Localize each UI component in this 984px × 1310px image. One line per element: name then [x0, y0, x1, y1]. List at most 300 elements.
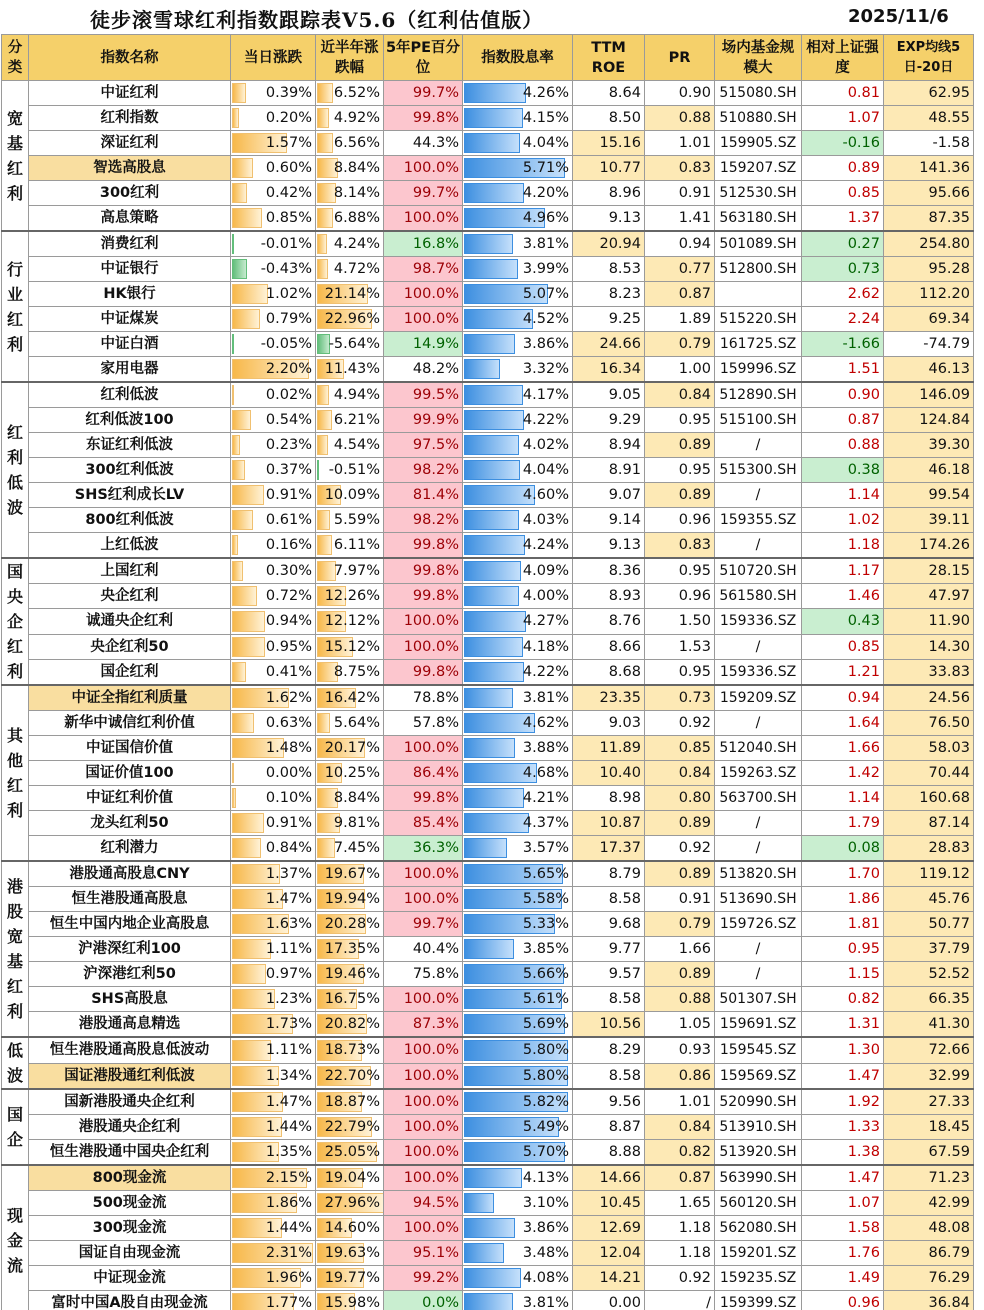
- pr-value: [645, 887, 715, 912]
- pr-value: [645, 711, 715, 736]
- dividend-yield-value: 4.15%: [522, 110, 569, 126]
- fund-code: [715, 382, 802, 408]
- ttm-roe-value: 9.57: [608, 966, 641, 982]
- dividend-yield-value: 4.27%: [522, 613, 569, 630]
- pr-value: [645, 811, 715, 836]
- ttm-roe: [573, 1165, 645, 1191]
- pr-value-value: 1.18: [678, 1220, 711, 1236]
- relative-strength: [802, 106, 884, 131]
- half-year-change: [316, 282, 384, 307]
- pe-percentile: [384, 332, 463, 357]
- index-name-value: 港股通高息精选: [78, 1016, 181, 1032]
- index-name-value: 中证红利: [100, 85, 159, 101]
- half-year-change-value: 8.75%: [333, 663, 380, 680]
- pr-value-value: 1.00: [678, 361, 711, 377]
- index-name-value: 上红低波: [100, 537, 159, 553]
- fund-code-value: 159691.SZ: [719, 1016, 797, 1032]
- dividend-yield-value: 4.52%: [522, 311, 569, 327]
- pe-percentile-value: 99.5%: [412, 387, 459, 403]
- dividend-yield-bar: [464, 662, 524, 682]
- relative-strength: [802, 81, 884, 106]
- dividend-yield-value: 3.86%: [522, 1220, 569, 1236]
- fund-code-value: /: [755, 966, 761, 982]
- day-change-bar: [232, 535, 238, 555]
- relative-strength: [802, 736, 884, 761]
- ttm-roe-value: 24.66: [599, 336, 641, 352]
- relative-strength: [802, 433, 884, 458]
- index-name-value: 300红利: [99, 185, 160, 201]
- index-name: [29, 1140, 231, 1166]
- index-name-value: SHS高股息: [91, 991, 168, 1007]
- relative-strength-value: 1.30: [847, 1042, 880, 1059]
- exp-ma-value: 41.30: [928, 1016, 970, 1032]
- pe-percentile: [384, 912, 463, 937]
- header-pe-percentile: 5年PE百分位: [384, 35, 463, 81]
- ttm-roe-value: 8.68: [608, 663, 641, 680]
- half-year-change-bar: [317, 410, 332, 430]
- index-name-value: 国企红利: [100, 663, 159, 680]
- table-row: [2, 711, 974, 736]
- pr-value-value: 0.89: [678, 815, 711, 831]
- dividend-yield-bar: [464, 1218, 515, 1238]
- index-name: [29, 1216, 231, 1241]
- index-name-value: 中证白酒: [100, 336, 159, 352]
- half-year-change-value: 17.35%: [324, 941, 380, 957]
- dividend-yield-value: 3.57%: [522, 840, 569, 856]
- pr-value-value: 0.89: [678, 437, 711, 453]
- dividend-yield-value: 4.02%: [522, 437, 569, 453]
- half-year-change-bar: [317, 535, 332, 555]
- pr-value-value: 1.01: [678, 135, 711, 151]
- table-row: [2, 1115, 974, 1140]
- half-year-change: [316, 811, 384, 836]
- pr-value-value: 0.91: [678, 891, 711, 907]
- relative-strength: [802, 332, 884, 357]
- day-change-value: 1.57%: [265, 135, 312, 151]
- dividend-yield-bar: [464, 108, 523, 128]
- fund-code: [715, 106, 802, 131]
- pr-value: [645, 483, 715, 508]
- fund-code: [715, 786, 802, 811]
- day-change: [231, 811, 316, 836]
- half-year-change-value: 5.59%: [333, 512, 380, 528]
- fund-code-value: 501307.SH: [719, 991, 797, 1007]
- fund-code-value: 512530.SH: [719, 185, 797, 201]
- fund-code: [715, 1191, 802, 1216]
- exp-ma: [884, 609, 974, 634]
- relative-strength-value: 1.76: [847, 1245, 880, 1261]
- pr-value-value: 0.86: [678, 1067, 711, 1084]
- index-name-value: 深证红利: [100, 135, 159, 151]
- relative-strength-value: 1.58: [847, 1220, 880, 1236]
- relative-strength-value: 1.14: [847, 790, 880, 806]
- table-row: [2, 1012, 974, 1038]
- half-year-change: [316, 408, 384, 433]
- pe-percentile: [384, 584, 463, 609]
- fund-code-value: 159905.SZ: [719, 135, 797, 151]
- pr-value-value: 0.89: [678, 487, 711, 503]
- pe-percentile-value: 100.0%: [403, 160, 459, 176]
- pe-percentile-value: 100.0%: [403, 210, 459, 226]
- pr-value: [645, 257, 715, 282]
- day-change: [231, 609, 316, 634]
- exp-ma-value: 71.23: [928, 1170, 970, 1186]
- half-year-change-value: 12.12%: [324, 613, 380, 630]
- day-change-bar: [232, 385, 234, 405]
- exp-ma-value: 124.84: [919, 412, 970, 428]
- pr-value: [645, 1191, 715, 1216]
- exp-ma: [884, 282, 974, 307]
- table-row: [2, 987, 974, 1012]
- pr-value: [645, 307, 715, 332]
- table-row: [2, 685, 974, 711]
- ttm-roe-value: 14.66: [599, 1170, 641, 1186]
- ttm-roe-value: 9.13: [608, 537, 641, 553]
- table-row: [2, 887, 974, 912]
- exp-ma-value: 33.83: [928, 663, 970, 680]
- pe-percentile: [384, 1037, 463, 1063]
- ttm-roe: [573, 181, 645, 206]
- half-year-change: [316, 332, 384, 357]
- pe-percentile: [384, 408, 463, 433]
- table-row: [2, 206, 974, 232]
- table-row: [2, 912, 974, 937]
- pr-value: [645, 533, 715, 559]
- pe-percentile-value: 99.9%: [412, 412, 459, 428]
- fund-code-value: 512040.SH: [719, 740, 797, 756]
- exp-ma-value: 174.26: [919, 537, 970, 553]
- half-year-change-value: -0.51%: [328, 462, 380, 478]
- pe-percentile: [384, 181, 463, 206]
- half-year-change-value: 15.12%: [324, 638, 380, 655]
- pe-percentile: [384, 483, 463, 508]
- pr-value-value: 1.05: [678, 1016, 711, 1032]
- pr-value-value: 0.83: [678, 537, 711, 553]
- relative-strength: [802, 761, 884, 786]
- table-row: [2, 231, 974, 257]
- table-row: [2, 307, 974, 332]
- dividend-yield-bar: [464, 359, 500, 379]
- pr-value-value: 0.95: [678, 462, 711, 478]
- fund-code-value: 159996.SZ: [719, 361, 797, 377]
- relative-strength-value: 1.47: [847, 1067, 880, 1084]
- exp-ma: [884, 937, 974, 962]
- pe-percentile-value: 44.3%: [412, 135, 459, 151]
- half-year-change: [316, 382, 384, 408]
- half-year-change-value: 15.98%: [324, 1295, 380, 1310]
- dividend-yield-bar: [464, 637, 523, 657]
- dividend-yield-value: 4.20%: [522, 185, 569, 201]
- pr-value-value: 0.95: [678, 563, 711, 580]
- relative-strength-value: 0.38: [847, 462, 880, 478]
- ttm-roe: [573, 332, 645, 357]
- relative-strength-value: 1.51: [847, 361, 880, 377]
- exp-ma-value: 119.12: [919, 866, 970, 882]
- pe-percentile: [384, 937, 463, 962]
- pe-percentile-value: 100.0%: [403, 1067, 459, 1084]
- pe-percentile: [384, 1012, 463, 1038]
- header-dividend-yield: 指数股息率: [463, 35, 573, 81]
- ttm-roe-value: 12.69: [599, 1220, 641, 1236]
- half-year-change-bar: [317, 435, 328, 455]
- table-row: [2, 181, 974, 206]
- day-change-bar: [232, 208, 262, 228]
- pr-value-value: 0.79: [678, 336, 711, 352]
- index-name: [29, 861, 231, 887]
- dividend-yield-bar: [464, 1243, 504, 1263]
- fund-code: [715, 711, 802, 736]
- fund-code: [715, 332, 802, 357]
- day-change: [231, 1291, 316, 1310]
- ttm-roe: [573, 912, 645, 937]
- dividend-yield-bar: [464, 1268, 521, 1288]
- exp-ma: [884, 1216, 974, 1241]
- pe-percentile: [384, 1063, 463, 1089]
- relative-strength-value: 1.15: [847, 966, 880, 982]
- index-name: [29, 987, 231, 1012]
- fund-code-value: 515100.SH: [719, 412, 797, 428]
- table-row: [2, 1266, 974, 1291]
- table-row: [2, 408, 974, 433]
- fund-code: [715, 206, 802, 232]
- exp-ma-value: 86.79: [928, 1245, 970, 1261]
- ttm-roe-value: 10.56: [599, 1016, 641, 1032]
- table-row: [2, 836, 974, 862]
- index-name: [29, 1063, 231, 1089]
- pe-percentile-value: 99.2%: [412, 1270, 459, 1286]
- exp-ma-value: 39.30: [928, 437, 970, 453]
- day-change-bar: [232, 284, 268, 304]
- pr-value: [645, 761, 715, 786]
- index-name-value: 国证自由现金流: [78, 1245, 181, 1261]
- day-change-value: 0.84%: [265, 840, 312, 856]
- pr-value: [645, 1165, 715, 1191]
- table-row: [2, 861, 974, 887]
- ttm-roe: [573, 811, 645, 836]
- fund-code-value: 563180.SH: [719, 210, 797, 226]
- index-name-value: 富时中国A股自由现金流: [51, 1295, 208, 1310]
- index-name-value: 500现金流: [92, 1195, 167, 1211]
- pr-value: [645, 408, 715, 433]
- table-row: [2, 962, 974, 987]
- day-change-value: 0.23%: [265, 437, 312, 453]
- pe-percentile-value: 98.2%: [412, 462, 459, 478]
- ttm-roe-value: 9.29: [608, 412, 641, 428]
- day-change-value: 0.85%: [265, 210, 312, 226]
- ttm-roe: [573, 1291, 645, 1310]
- fund-code: [715, 736, 802, 761]
- day-change-value: 1.11%: [265, 941, 312, 957]
- pe-percentile-value: 57.8%: [412, 715, 459, 731]
- day-change-value: 1.47%: [265, 891, 312, 907]
- day-change-value: 0.10%: [265, 790, 312, 806]
- index-name-value: 800红利低波: [85, 512, 174, 528]
- exp-ma: [884, 458, 974, 483]
- dividend-yield: [463, 887, 573, 912]
- fund-code-value: 513920.SH: [719, 1144, 797, 1160]
- half-year-change: [316, 508, 384, 533]
- ttm-roe-value: 8.29: [608, 1042, 641, 1059]
- exp-ma-value: 58.03: [928, 740, 970, 756]
- pe-percentile: [384, 156, 463, 181]
- pr-value-value: 1.65: [678, 1195, 711, 1211]
- day-change-value: 0.61%: [265, 512, 312, 528]
- fund-code: [715, 1165, 802, 1191]
- pe-percentile-value: 100.0%: [403, 991, 459, 1007]
- exp-ma-value: 11.90: [928, 613, 970, 630]
- dividend-yield-bar: [464, 133, 520, 153]
- ttm-roe: [573, 736, 645, 761]
- half-year-change: [316, 1241, 384, 1266]
- ttm-roe-value: 8.79: [608, 866, 641, 882]
- exp-ma-value: 46.18: [928, 462, 970, 478]
- relative-strength-value: 1.07: [847, 1195, 880, 1211]
- day-change: [231, 483, 316, 508]
- fund-code: [715, 181, 802, 206]
- ttm-roe: [573, 1089, 645, 1115]
- pr-value: [645, 736, 715, 761]
- half-year-change-value: 22.79%: [324, 1119, 380, 1135]
- day-change: [231, 987, 316, 1012]
- day-change-value: 0.41%: [265, 663, 312, 680]
- index-name: [29, 282, 231, 307]
- dividend-yield-bar: [464, 385, 523, 405]
- day-change: [231, 181, 316, 206]
- half-year-change-value: 16.75%: [324, 991, 380, 1007]
- day-change-bar: [232, 410, 251, 430]
- table-row: [2, 257, 974, 282]
- half-year-change-value: -5.64%: [328, 336, 380, 352]
- relative-strength: [802, 836, 884, 862]
- exp-ma: [884, 433, 974, 458]
- exp-ma: [884, 962, 974, 987]
- fund-code-value: /: [755, 941, 761, 957]
- half-year-change-value: 4.72%: [333, 261, 380, 277]
- relative-strength-value: 0.43: [847, 613, 880, 630]
- exp-ma: [884, 861, 974, 887]
- dividend-yield: [463, 106, 573, 131]
- pe-percentile-value: 36.3%: [412, 840, 459, 856]
- half-year-change: [316, 1140, 384, 1166]
- fund-code-value: 513690.SH: [719, 891, 797, 907]
- pr-value-value: 0.83: [678, 160, 711, 176]
- pr-value: [645, 609, 715, 634]
- dividend-yield-value: 3.32%: [522, 361, 569, 377]
- dividend-yield-bar: [464, 611, 526, 631]
- exp-ma-value: 62.95: [928, 85, 970, 101]
- header-pr: PR: [645, 35, 715, 81]
- fund-code-value: 159209.SZ: [719, 690, 797, 706]
- day-change: [231, 659, 316, 685]
- pe-percentile: [384, 1165, 463, 1191]
- ttm-roe: [573, 382, 645, 408]
- day-change-value: 0.30%: [265, 563, 312, 580]
- day-change-bar: [232, 788, 236, 808]
- ttm-roe-value: 8.94: [608, 437, 641, 453]
- relative-strength-value: 1.47: [847, 1170, 880, 1186]
- dividend-yield-value: 4.18%: [522, 638, 569, 655]
- relative-strength: [802, 408, 884, 433]
- ttm-roe: [573, 685, 645, 711]
- relative-strength-value: 1.92: [847, 1094, 880, 1110]
- exp-ma-value: 32.99: [928, 1067, 970, 1084]
- dividend-yield-value: 4.62%: [522, 715, 569, 731]
- ttm-roe-value: 15.16: [599, 135, 641, 151]
- day-change-value: 1.44%: [265, 1119, 312, 1135]
- dividend-yield: [463, 1266, 573, 1291]
- fund-code: [715, 1216, 802, 1241]
- index-name: [29, 1291, 231, 1310]
- relative-strength: [802, 231, 884, 257]
- pe-percentile: [384, 433, 463, 458]
- half-year-change: [316, 609, 384, 634]
- index-name: [29, 558, 231, 584]
- day-change: [231, 861, 316, 887]
- index-name-value: 中证现金流: [93, 1270, 166, 1286]
- exp-ma: [884, 584, 974, 609]
- exp-ma-value: 99.54: [928, 487, 970, 503]
- ttm-roe: [573, 131, 645, 156]
- fund-code: [715, 912, 802, 937]
- ttm-roe-value: 8.23: [608, 286, 641, 302]
- relative-strength-value: 0.73: [847, 261, 880, 277]
- fund-code-value: 159726.SZ: [719, 916, 797, 932]
- index-name-value: 诚通央企红利: [86, 613, 173, 630]
- fund-code: [715, 282, 802, 307]
- dividend-yield: [463, 912, 573, 937]
- pr-value-value: 0.92: [678, 1270, 711, 1286]
- pr-value: [645, 1115, 715, 1140]
- relative-strength: [802, 987, 884, 1012]
- pr-value-value: 0.95: [678, 663, 711, 680]
- exp-ma-value: 72.66: [928, 1042, 970, 1059]
- ttm-roe: [573, 408, 645, 433]
- half-year-change-value: 19.63%: [324, 1245, 380, 1261]
- half-year-change-bar: [317, 385, 329, 405]
- fund-code-value: 563700.SH: [719, 790, 797, 806]
- ttm-roe: [573, 483, 645, 508]
- day-change: [231, 1216, 316, 1241]
- exp-ma: [884, 1012, 974, 1038]
- relative-strength-value: 1.66: [847, 740, 880, 756]
- day-change-value: 1.23%: [265, 991, 312, 1007]
- half-year-change-value: 19.67%: [324, 866, 380, 882]
- exp-ma-value: 160.68: [919, 790, 970, 806]
- relative-strength: [802, 1165, 884, 1191]
- index-name-value: 红利潜力: [100, 840, 159, 856]
- half-year-change: [316, 483, 384, 508]
- dividend-yield-value: 4.08%: [522, 1270, 569, 1286]
- ttm-roe-value: 8.53: [608, 261, 641, 277]
- pr-value-value: 1.53: [678, 638, 711, 655]
- exp-ma-value: 28.83: [928, 840, 970, 856]
- header-half-year-change: 近半年涨跌幅: [316, 35, 384, 81]
- exp-ma: [884, 912, 974, 937]
- index-name-value: 沪港深红利100: [78, 941, 181, 957]
- exp-ma-value: 95.28: [928, 261, 970, 277]
- index-name-value: 智选高股息: [93, 160, 166, 176]
- relative-strength-value: 0.96: [847, 1295, 880, 1310]
- dividend-yield: [463, 937, 573, 962]
- pr-value-value: 0.93: [678, 1042, 711, 1059]
- pr-value-value: 1.66: [678, 941, 711, 957]
- day-change-value: 0.60%: [265, 160, 312, 176]
- day-change-bar: [232, 662, 246, 682]
- dividend-yield: [463, 736, 573, 761]
- pe-percentile: [384, 282, 463, 307]
- fund-code-value: 159336.SZ: [719, 613, 797, 630]
- pr-value: [645, 1063, 715, 1089]
